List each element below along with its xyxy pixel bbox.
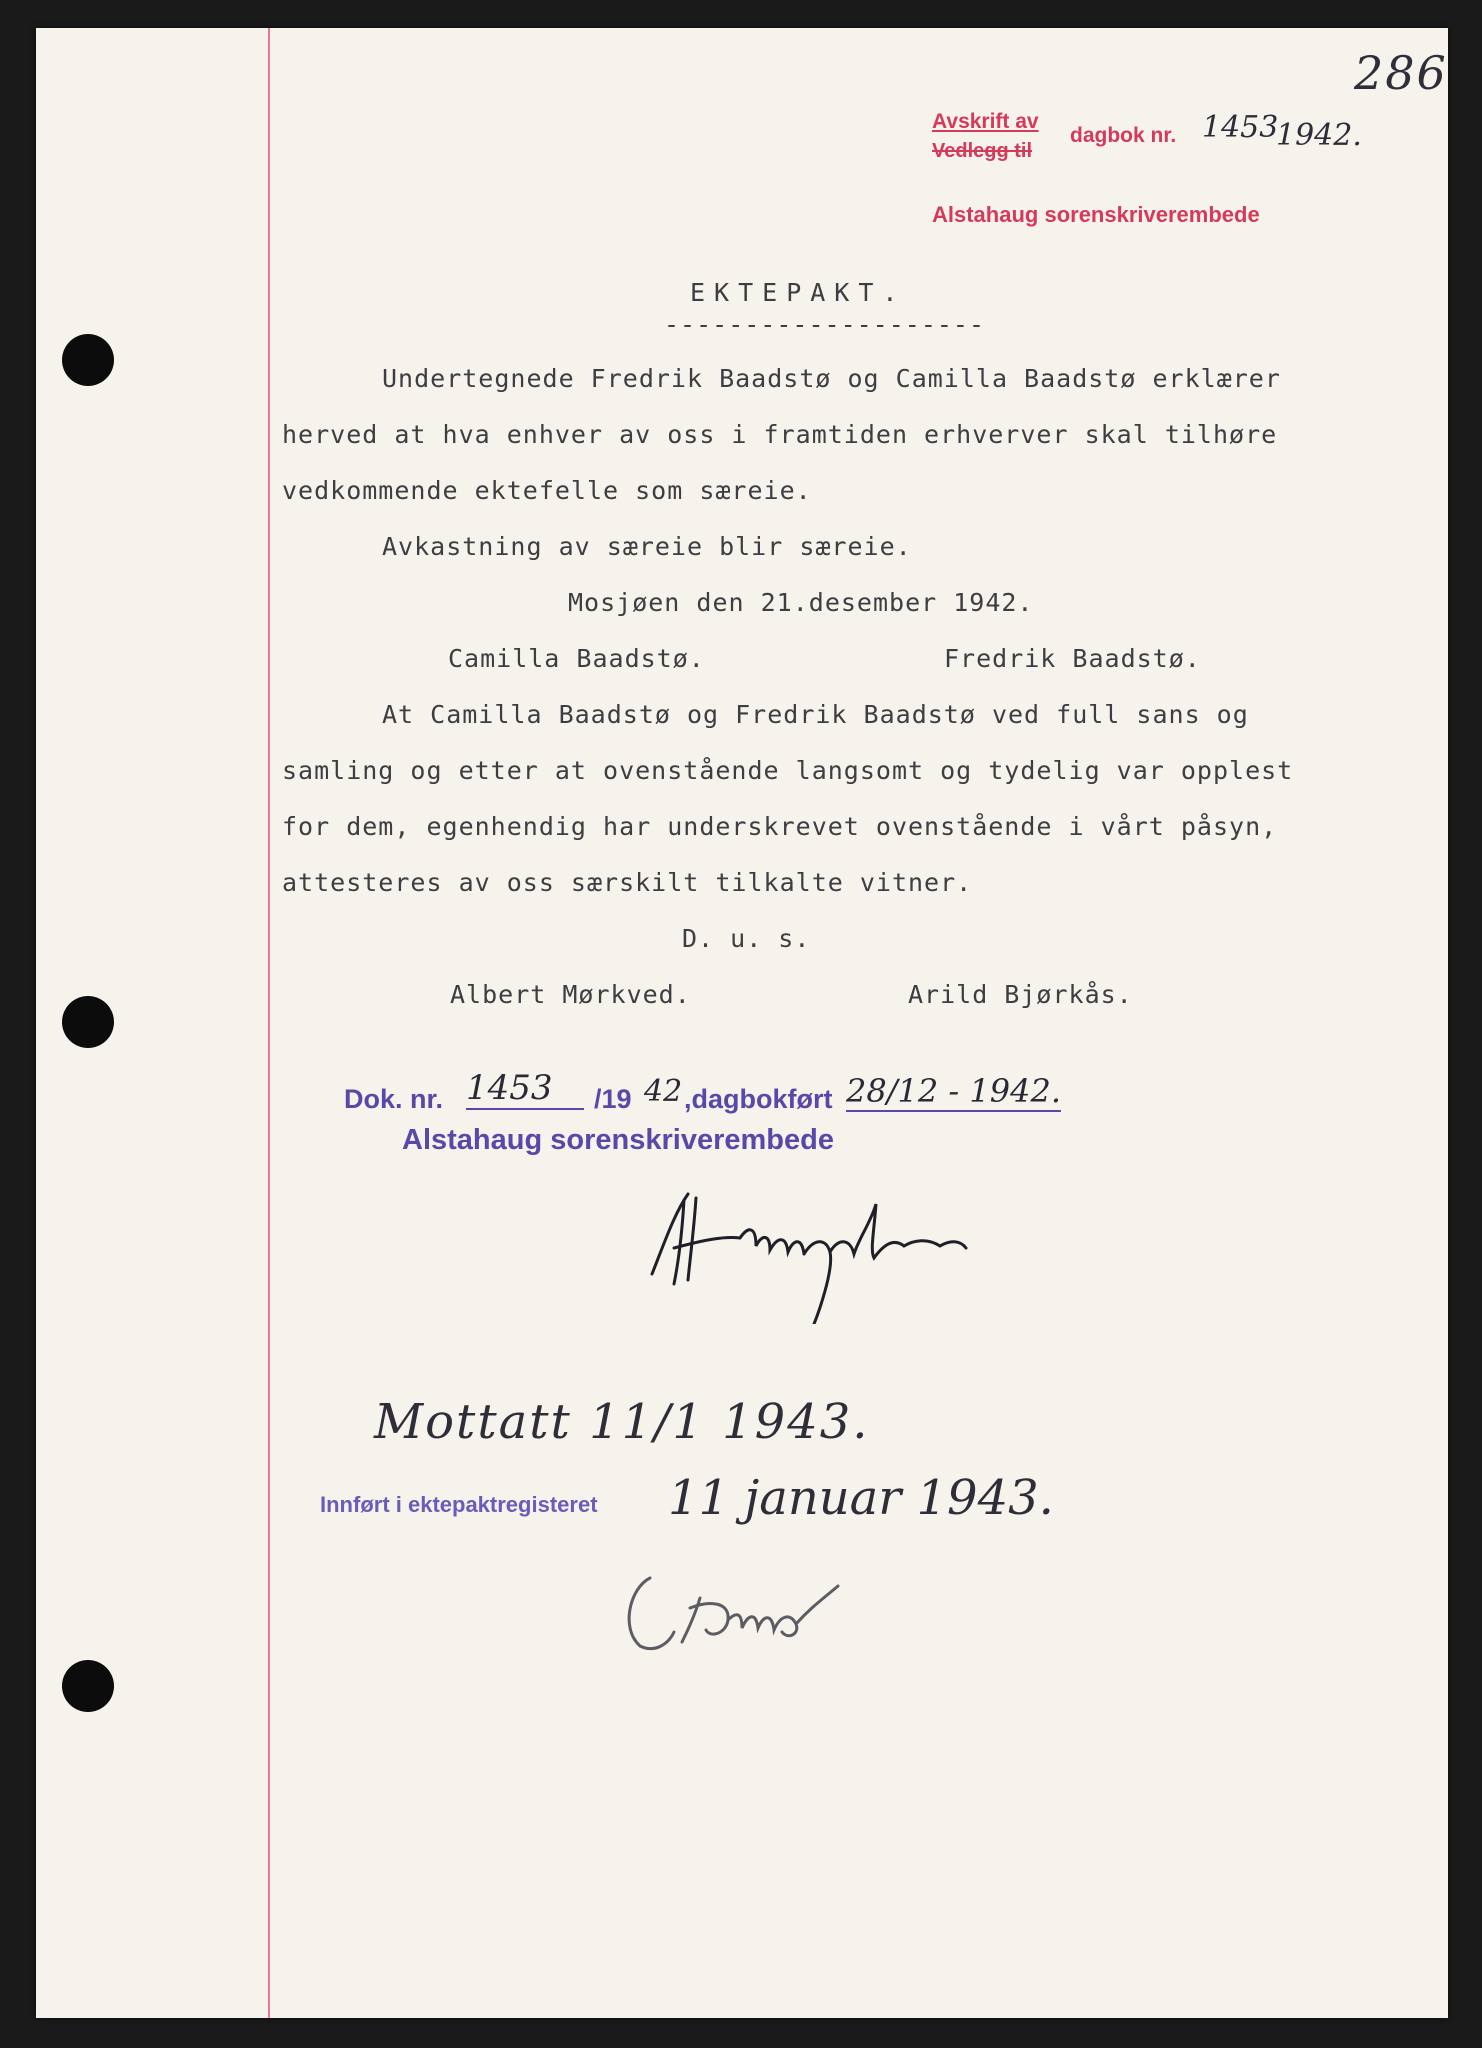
reg-stamp-year-prefix: /19 (594, 1084, 632, 1114)
header-stamp-avskrift: Avskrift av (932, 110, 1039, 133)
witness-arild: Arild Bjørkås. (908, 980, 1133, 1009)
signatory-camilla: Camilla Baadstø. (448, 644, 705, 673)
document-page (36, 28, 1448, 2018)
body-line-1: Undertegnede Fredrik Baadstø og Camilla Baadstø erklærer (382, 364, 1281, 393)
body-line-4: Avkastning av særeie blir særeie. (382, 532, 912, 561)
body-line-3: vedkommende ektefelle som særeie. (282, 476, 812, 505)
document-title: EKTEPAKT. (690, 278, 907, 307)
punch-hole-middle (62, 996, 114, 1048)
margin-line (268, 28, 270, 2018)
place-date-line: Mosjøen den 21.desember 1942. (568, 588, 1034, 617)
header-stamp-dagbok-number: 1453 (1202, 110, 1279, 145)
punch-hole-top (62, 334, 114, 386)
header-stamp-vedlegg: Vedlegg til (932, 140, 1033, 162)
title-underline: -------------------- (664, 310, 986, 339)
signatory-fredrik: Fredrik Baadstø. (944, 644, 1201, 673)
judge-signature (644, 1174, 974, 1324)
header-stamp-dagbok-year: 1942. (1276, 118, 1362, 153)
body-line-9: samling og etter at ovenstående langsomt og tydelig var opplest (282, 756, 1294, 785)
clerk-signature (610, 1558, 870, 1658)
body-line-8: At Camilla Baadstø og Fredrik Baadstø ved full sans og (382, 700, 1249, 729)
dus-line: D. u. s. (682, 924, 811, 953)
reg-stamp-office: Alstahaug sorenskriverembede (402, 1124, 834, 1156)
witness-albert: Albert Mørkved. (450, 980, 691, 1009)
punch-hole-bottom (62, 1660, 114, 1712)
body-line-11: attesteres av oss særskilt tilkalte vitner. (282, 868, 973, 897)
reg-stamp-dok-label: Dok. nr. (344, 1084, 444, 1114)
reg-stamp-dok-number: 1453 (466, 1068, 584, 1110)
page-number: 286 (1354, 46, 1448, 100)
register-stamp-date: 11 januar 1943. (668, 1470, 1054, 1526)
body-line-10: for dem, egenhendig har underskrevet ovenstående i vårt påsyn, (282, 812, 1278, 841)
received-note: Mottatt 11/1 1943. (374, 1394, 870, 1450)
reg-stamp-year-suffix: 42 (644, 1074, 683, 1109)
reg-stamp-dagbokfort-date: 28/12 - 1942. (846, 1072, 1061, 1110)
register-stamp-label: Innført i ektepaktregisteret (320, 1492, 598, 1517)
header-stamp-dagbok-label: dagbok nr. (1070, 124, 1177, 147)
reg-stamp-dagbokfort-label: ,dagbokført (684, 1084, 833, 1114)
body-line-2: herved at hva enhver av oss i framtiden erhverver skal tilhøre (282, 420, 1278, 449)
header-stamp-office: Alstahaug sorenskriverembede (932, 202, 1260, 227)
